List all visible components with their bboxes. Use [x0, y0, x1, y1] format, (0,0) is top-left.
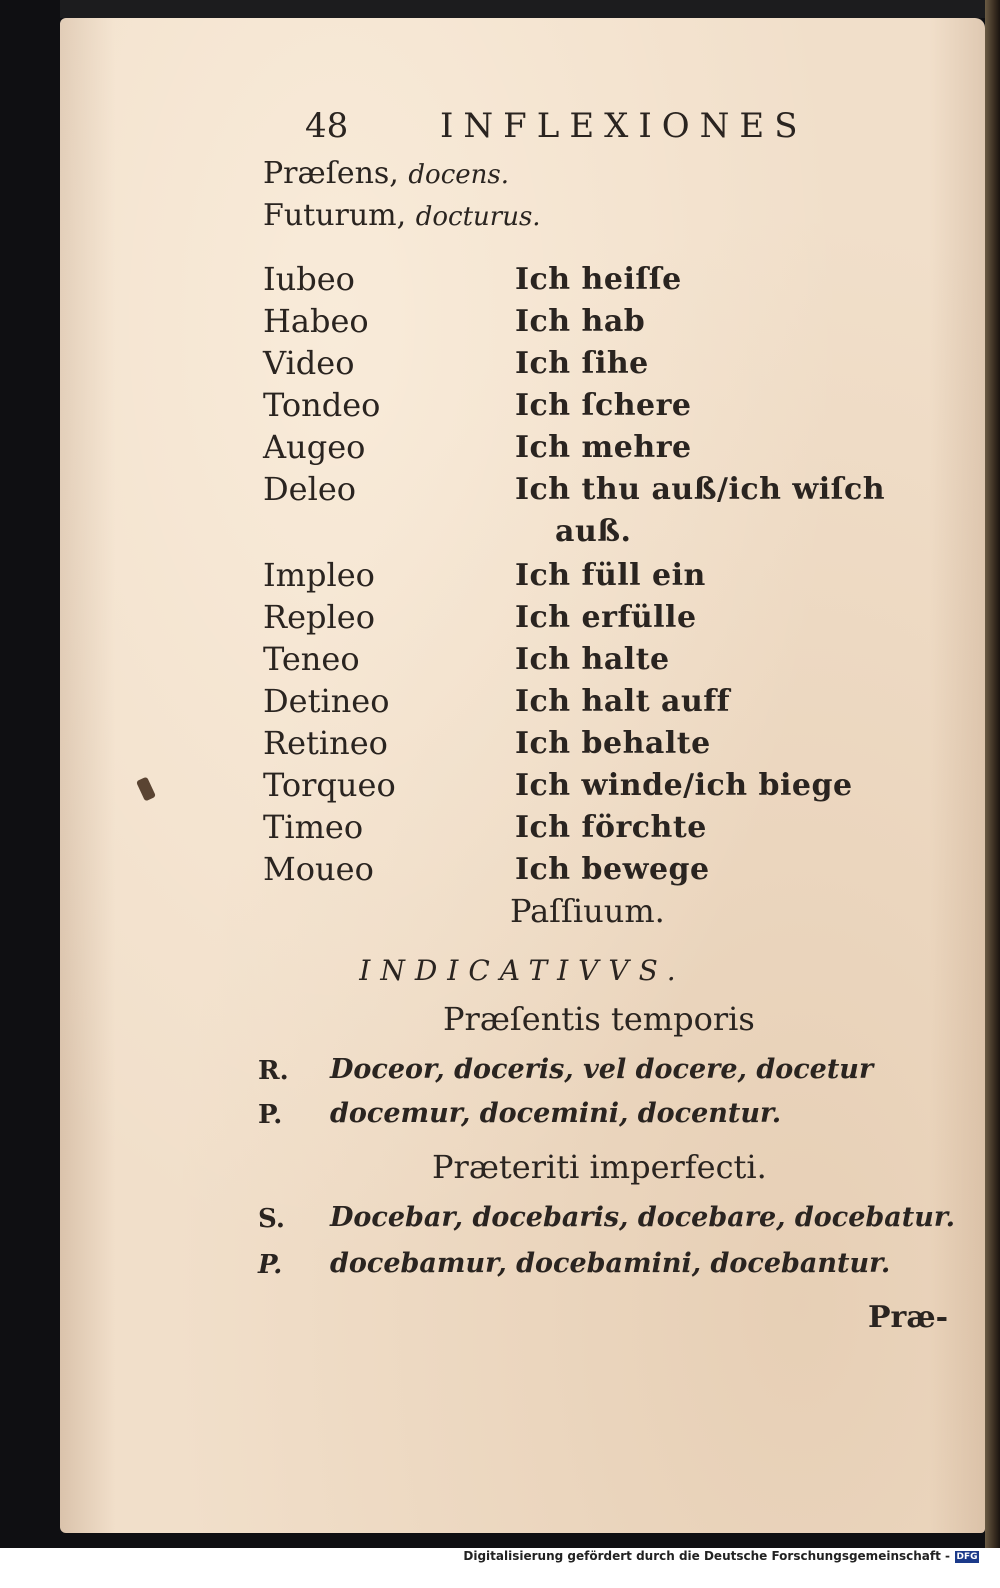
dfg-logo: DFG: [956, 1552, 978, 1562]
german-gloss: Ich winde/ich biege: [515, 768, 853, 803]
latin-word: Impleo: [263, 556, 375, 594]
latin-word: Tondeo: [263, 386, 381, 424]
ink-blemish: [136, 776, 156, 801]
german-gloss: Ich förchte: [515, 810, 707, 845]
conjugation-forms: docemur, docemini, docentur.: [330, 1098, 782, 1129]
latin-word: Timeo: [263, 808, 364, 846]
latin-word: Augeo: [263, 428, 366, 466]
latin-word: Torqueo: [263, 766, 396, 804]
german-gloss: Ich erfülle: [515, 600, 697, 635]
german-gloss: Ich hab: [515, 304, 646, 339]
book-fore-edge: [985, 0, 1000, 1560]
footer-credit: Digitalisierung gefördert durch die Deutsche Forschungsgemeinschaft -: [463, 1549, 950, 1563]
catchword: Præ-: [868, 1300, 949, 1335]
conjugation-forms: docebamur, docebamini, docebantur.: [330, 1248, 891, 1279]
participle-label: Præſens,: [263, 156, 399, 191]
running-title: INFLEXIONES: [440, 106, 808, 146]
tense-heading-present: Præſentis temporis: [443, 1000, 755, 1038]
conjugation-forms: Docebar, docebaris, docebare, docebatur.: [330, 1202, 956, 1233]
scan-background-top: [60, 0, 990, 18]
german-gloss: Ich mehre: [515, 430, 692, 465]
german-gloss: Ich behalte: [515, 726, 711, 761]
german-gloss-continuation: auß.: [555, 514, 632, 549]
latin-word: Deleo: [263, 470, 357, 508]
latin-word: Moueo: [263, 850, 374, 888]
participle-label: Futurum,: [263, 198, 407, 233]
page-number: 48: [305, 106, 349, 146]
latin-word: Teneo: [263, 640, 360, 678]
latin-word: Repleo: [263, 598, 375, 636]
conjugation-label: S.: [258, 1204, 285, 1234]
latin-word: Retineo: [263, 724, 388, 762]
conjugation-label: P.: [258, 1250, 283, 1280]
participle-present: [263, 156, 509, 191]
participle-form: docens.: [408, 160, 509, 190]
mood-heading: INDICATIVVS.: [359, 954, 686, 987]
german-gloss: Ich bewege: [515, 852, 710, 887]
tense-heading-imperfect: Præteriti imperfecti.: [432, 1148, 767, 1186]
participle-future: [263, 198, 541, 233]
latin-word: Detineo: [263, 682, 390, 720]
passive-heading: Paſſiuum.: [510, 892, 665, 930]
latin-word: Habeo: [263, 302, 369, 340]
conjugation-label: R.: [258, 1056, 289, 1086]
conjugation-label: P.: [258, 1100, 283, 1130]
german-gloss: Ich ſchere: [515, 388, 692, 423]
participle-form: docturus.: [415, 202, 541, 232]
german-gloss: Ich halt auff: [515, 684, 731, 719]
latin-word: Video: [263, 344, 355, 382]
book-page: [60, 18, 985, 1533]
german-gloss: Ich ſihe: [515, 346, 649, 381]
german-gloss: Ich füll ein: [515, 558, 706, 593]
german-gloss: Ich thu auß/ich wiſch: [515, 472, 886, 507]
german-gloss: Ich heiſſe: [515, 262, 682, 297]
latin-word: Iubeo: [263, 260, 355, 298]
conjugation-forms: Doceor, doceris, vel docere, docetur: [330, 1054, 874, 1085]
german-gloss: Ich halte: [515, 642, 670, 677]
